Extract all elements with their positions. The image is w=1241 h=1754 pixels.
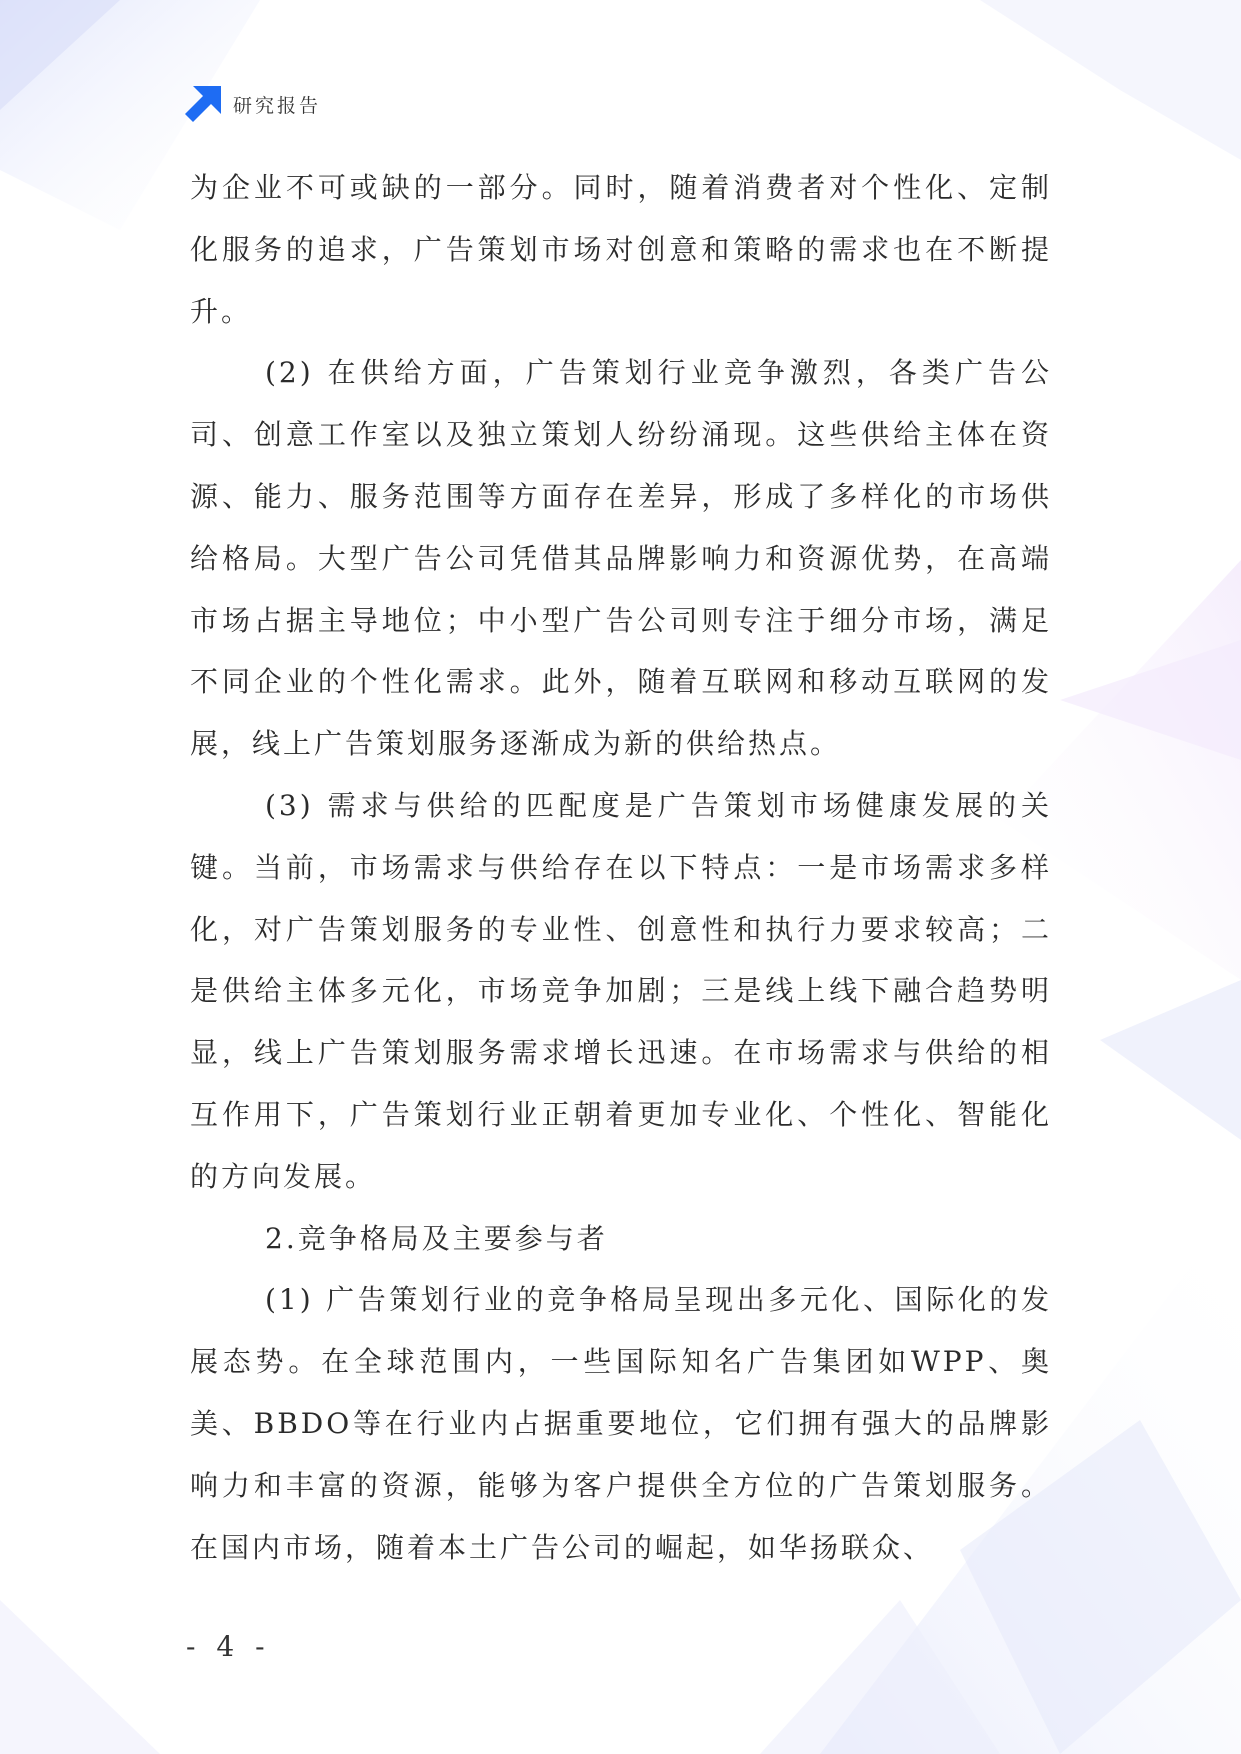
paragraph: (3) 需求与供给的匹配度是广告策划市场健康发展的关键。当前，市场需求与供给存在以下特点：一是市场需求多样化，对广告策划服务的专业性、创意性和执行力要求较高；二是供给主体多元化，市场竞争加剧；三是线上线下融合趋势明显，线上广告策划服务需求增长迅速。在市场需求与供给的相互作用下，广告策划行业正朝着更加专业化、个性化、智能化的方向发展。 <box>190 788 1052 1193</box>
paragraph: (2) 在供给方面，广告策划行业竞争激烈，各类广告公司、创意工作室以及独立策划人纷纷涌现。这些供给主体在资源、能力、服务范围等方面存在差异，形成了多样化的市场供给格局。大型广告公司凭借其品牌影响力和资源优势，在高端市场占据主导地位；中小型广告公司则专注于细分市场，满足不同企业的个性化需求。此外，随着互联网和移动互联网的发展，线上广告策划服务逐渐成为新的供给热点。 <box>190 356 1052 761</box>
document-body <box>190 157 1052 1578</box>
paragraph: 为企业不可或缺的一部分。同时，随着消费者对个性化、定制化服务的追求，广告策划市场对创意和策略的需求也在不断提升。 <box>190 171 1052 328</box>
section-heading: 2.竞争格局及主要参与者 <box>265 1221 608 1255</box>
report-title: 研究报告 <box>233 94 322 117</box>
report-header <box>185 86 321 122</box>
arrow-up-right-icon <box>185 86 221 122</box>
page-number: - 4 - <box>186 1630 271 1663</box>
paragraph: (1) 广告策划行业的竞争格局呈现出多元化、国际化的发展态势。在全球范围内，一些国际知名广告集团如WPP、奥美、BBDO等在行业内占据重要地位，它们拥有强大的品牌影响力和丰富的资源，能够为客户提供全方位的广告策划服务。在国内市场，随着本土广告公司的崛起，如华扬联众、 <box>190 1283 1052 1564</box>
